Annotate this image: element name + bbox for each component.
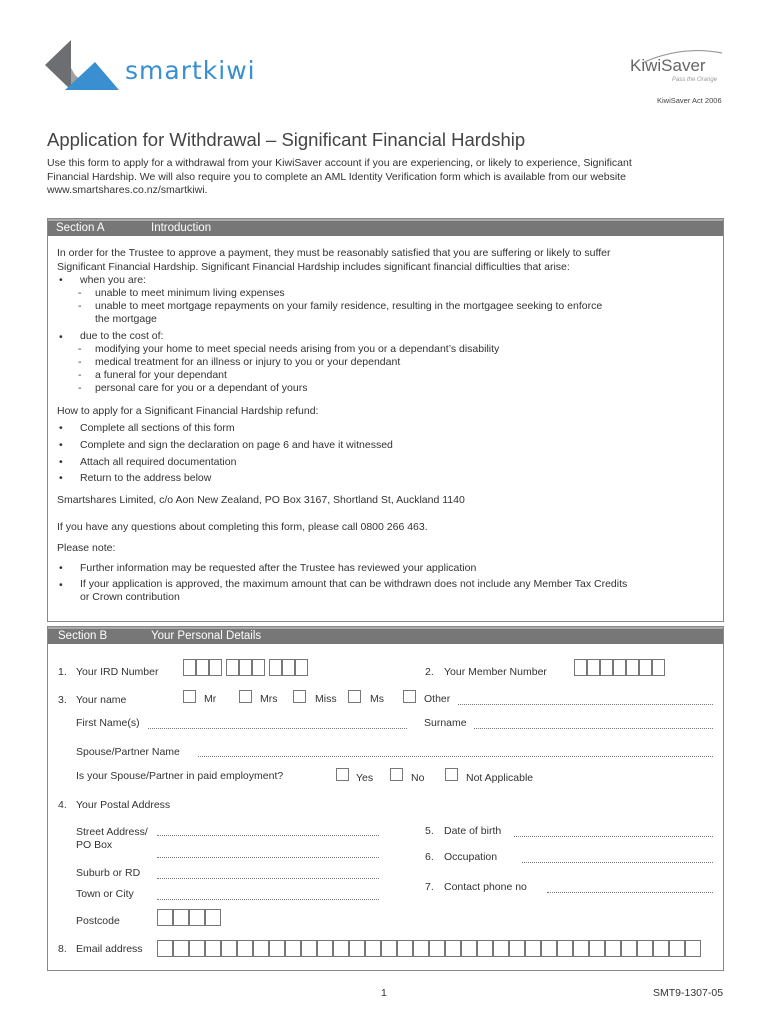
occupation-label: Occupation (444, 851, 498, 863)
first-names-input[interactable] (148, 728, 407, 729)
email-char-cell[interactable] (365, 940, 381, 957)
town-input[interactable] (157, 899, 379, 900)
email-char-cell[interactable] (493, 940, 509, 957)
q4-number: 4. (58, 799, 67, 811)
bullet-when: when you are: (80, 274, 146, 286)
member-number-input[interactable] (574, 659, 669, 676)
smartkiwi-logo (45, 40, 275, 95)
email-char-cell[interactable] (461, 940, 477, 957)
street-address-input-2[interactable] (157, 857, 379, 858)
phone-label: Contact phone no (444, 881, 527, 893)
questions-phone: If you have any questions about completing this form, please call 0800 266 463. (57, 521, 428, 533)
postcode-label: Postcode (76, 915, 120, 927)
dash: - (78, 343, 82, 355)
member-number-label: Your Member Number (444, 666, 547, 678)
note-1: Further information may be requested after the Trustee has reviewed your application (80, 562, 477, 574)
email-char-cell[interactable] (333, 940, 349, 957)
cost-item-1: modifying your home to meet special needs arising from you or a dependant’s disability (95, 343, 500, 355)
ms-checkbox[interactable] (348, 690, 361, 703)
email-char-cell[interactable] (525, 940, 541, 957)
dash: - (78, 382, 82, 394)
suburb-input[interactable] (157, 878, 379, 879)
email-char-cell[interactable] (621, 940, 637, 957)
mrs-checkbox[interactable] (239, 690, 252, 703)
cost-item-3: a funeral for your dependant (95, 369, 227, 381)
email-char-cell[interactable] (685, 940, 701, 957)
mrs-label: Mrs (260, 693, 278, 705)
email-char-cell[interactable] (397, 940, 413, 957)
bullet-dot: • (59, 472, 63, 484)
act-reference: KiwiSaver Act 2006 (657, 96, 722, 105)
mr-label: Mr (204, 693, 217, 705)
mr-checkbox[interactable] (183, 690, 196, 703)
email-char-cell[interactable] (557, 940, 573, 957)
cost-item-4: personal care for you or a dependant of yours (95, 382, 308, 394)
email-char-cell[interactable] (413, 940, 429, 957)
postal-address-label: Your Postal Address (76, 799, 171, 811)
yes-label: Yes (356, 772, 374, 784)
not-applicable-checkbox[interactable] (445, 768, 458, 781)
email-char-cell[interactable] (605, 940, 621, 957)
note-2: If your application is approved, the maximum amount that can be withdrawn does not include any Member Tax Credits (80, 578, 628, 590)
town-label: Town or City (76, 888, 134, 900)
bullet-dot: • (59, 456, 63, 468)
spouse-employed-label: Is your Spouse/Partner in paid employment? (76, 770, 284, 782)
email-char-cell[interactable] (669, 940, 685, 957)
kiwisaver-tagline: Pass the Orange (672, 77, 718, 83)
intro-line-1: Use this form to apply for a withdrawal from your KiwiSaver account if you are experiencing, or likely to experience, Significant (47, 157, 632, 169)
email-char-cell[interactable] (237, 940, 253, 957)
not-applicable-label: Not Applicable (466, 772, 534, 784)
email-char-cell[interactable] (429, 940, 445, 957)
intro-line-3: www.smartshares.co.nz/smartkiwi. (47, 184, 208, 196)
street-address-input[interactable] (157, 835, 379, 836)
section-a-para-1: In order for the Trustee to approve a payment, they must be reasonably satisfied that you are suffering or likely to suffer (57, 247, 611, 259)
section-a-label: Section A (56, 222, 105, 234)
q5-number: 5. (425, 825, 434, 837)
miss-label: Miss (315, 693, 337, 705)
section-b-header (48, 627, 723, 644)
dob-label: Date of birth (444, 825, 502, 837)
email-char-cell[interactable] (269, 940, 285, 957)
dash: - (78, 369, 82, 381)
email-char-cell[interactable] (301, 940, 317, 957)
bullet-dot: • (59, 422, 63, 434)
q8-number: 8. (58, 943, 67, 955)
brand-name: smartkiwi (125, 56, 256, 85)
ird-label: Your IRD Number (76, 666, 159, 678)
po-box-label: PO Box (76, 839, 113, 851)
other-input[interactable] (458, 704, 713, 705)
bullet-dot: • (59, 274, 63, 286)
email-char-cell[interactable] (317, 940, 333, 957)
bullet-dot: • (59, 331, 63, 343)
email-char-cell[interactable] (349, 940, 365, 957)
email-char-cell[interactable] (157, 940, 173, 957)
your-name-label: Your name (76, 694, 127, 706)
intro-line-2: Financial Hardship. We will also require you to complete an AML Identity Verification form which is available from our website (47, 171, 626, 183)
dash: - (78, 287, 82, 299)
email-char-cell[interactable] (541, 940, 557, 957)
occupation-input[interactable] (522, 862, 713, 863)
when-item-2-cont: the mortgage (95, 313, 157, 325)
how-item-4: Return to the address below (80, 472, 212, 484)
spouse-name-label: Spouse/Partner Name (76, 746, 180, 758)
spouse-name-input[interactable] (198, 756, 713, 757)
email-char-cell[interactable] (637, 940, 653, 957)
bullet-dot: • (59, 562, 63, 574)
phone-input[interactable] (547, 892, 713, 893)
how-to-apply-title: How to apply for a Significant Financial Hardship refund: (57, 405, 319, 417)
smartkiwi-mark-icon (45, 40, 120, 90)
q7-number: 7. (425, 881, 434, 893)
email-char-cell[interactable] (445, 940, 461, 957)
surname-input[interactable] (474, 728, 713, 729)
miss-checkbox[interactable] (293, 690, 306, 703)
kiwisaver-wordmark: KiwiSaver (630, 56, 706, 75)
email-char-cell[interactable] (509, 940, 525, 957)
section-a-para-2: Significant Financial Hardship. Significant Financial Hardship includes significant financial difficulties that arise: (57, 261, 570, 273)
note-2-cont: or Crown contribution (80, 591, 180, 603)
surname-label: Surname (424, 717, 467, 729)
dash: - (78, 300, 82, 312)
email-char-cell[interactable] (381, 940, 397, 957)
bullet-dot: • (59, 579, 63, 591)
bullet-cost: due to the cost of: (80, 330, 164, 342)
email-label: Email address (76, 943, 143, 955)
yes-checkbox[interactable] (336, 768, 349, 781)
q2-number: 2. (425, 666, 434, 678)
email-char-cell[interactable] (253, 940, 269, 957)
email-char-cell[interactable] (221, 940, 237, 957)
suburb-label: Suburb or RD (76, 867, 141, 879)
bullet-dot: • (59, 439, 63, 451)
email-input[interactable] (157, 940, 701, 957)
ird-number-input[interactable] (183, 659, 312, 676)
section-b-title: Your Personal Details (151, 630, 262, 642)
no-label: No (411, 772, 425, 784)
email-char-cell[interactable] (653, 940, 669, 957)
q6-number: 6. (425, 851, 434, 863)
email-char-cell[interactable] (477, 940, 493, 957)
first-names-label: First Name(s) (76, 717, 140, 729)
form-code: SMT9-1307-05 (653, 987, 724, 999)
dash: - (78, 356, 82, 368)
please-note: Please note: (57, 542, 116, 554)
page-number: 1 (381, 987, 387, 999)
cost-item-2: medical treatment for an illness or injury to you or your dependant (95, 356, 401, 368)
section-b-label: Section B (58, 630, 108, 642)
street-address-label: Street Address/ (76, 826, 148, 838)
q3-number: 3. (58, 694, 67, 706)
email-char-cell[interactable] (205, 940, 221, 957)
ms-label: Ms (370, 693, 384, 705)
postcode-input[interactable] (157, 909, 221, 926)
return-address: Smartshares Limited, c/o Aon New Zealand, PO Box 3167, Shortland St, Auckland 1140 (57, 494, 465, 506)
no-checkbox[interactable] (390, 768, 403, 781)
q1-number: 1. (58, 666, 67, 678)
email-char-cell[interactable] (173, 940, 189, 957)
email-char-cell[interactable] (285, 940, 301, 957)
other-checkbox[interactable] (403, 690, 416, 703)
section-a-header (48, 219, 723, 236)
how-item-2: Complete and sign the declaration on page 6 and have it witnessed (80, 439, 393, 451)
page-title: Application for Withdrawal – Significant Financial Hardship (47, 129, 526, 150)
dob-input[interactable] (514, 836, 713, 837)
other-label: Other (424, 693, 451, 705)
email-char-cell[interactable] (573, 940, 589, 957)
section-a-title: Introduction (151, 222, 212, 234)
how-item-3: Attach all required documentation (80, 456, 237, 468)
how-item-1: Complete all sections of this form (80, 422, 235, 434)
kiwisaver-logo (622, 45, 727, 90)
email-char-cell[interactable] (189, 940, 205, 957)
email-char-cell[interactable] (589, 940, 605, 957)
when-item-2: unable to meet mortgage repayments on your family residence, resulting in the mortgagee seeking to enforce (95, 300, 603, 312)
when-item-1: unable to meet minimum living expenses (95, 287, 285, 299)
